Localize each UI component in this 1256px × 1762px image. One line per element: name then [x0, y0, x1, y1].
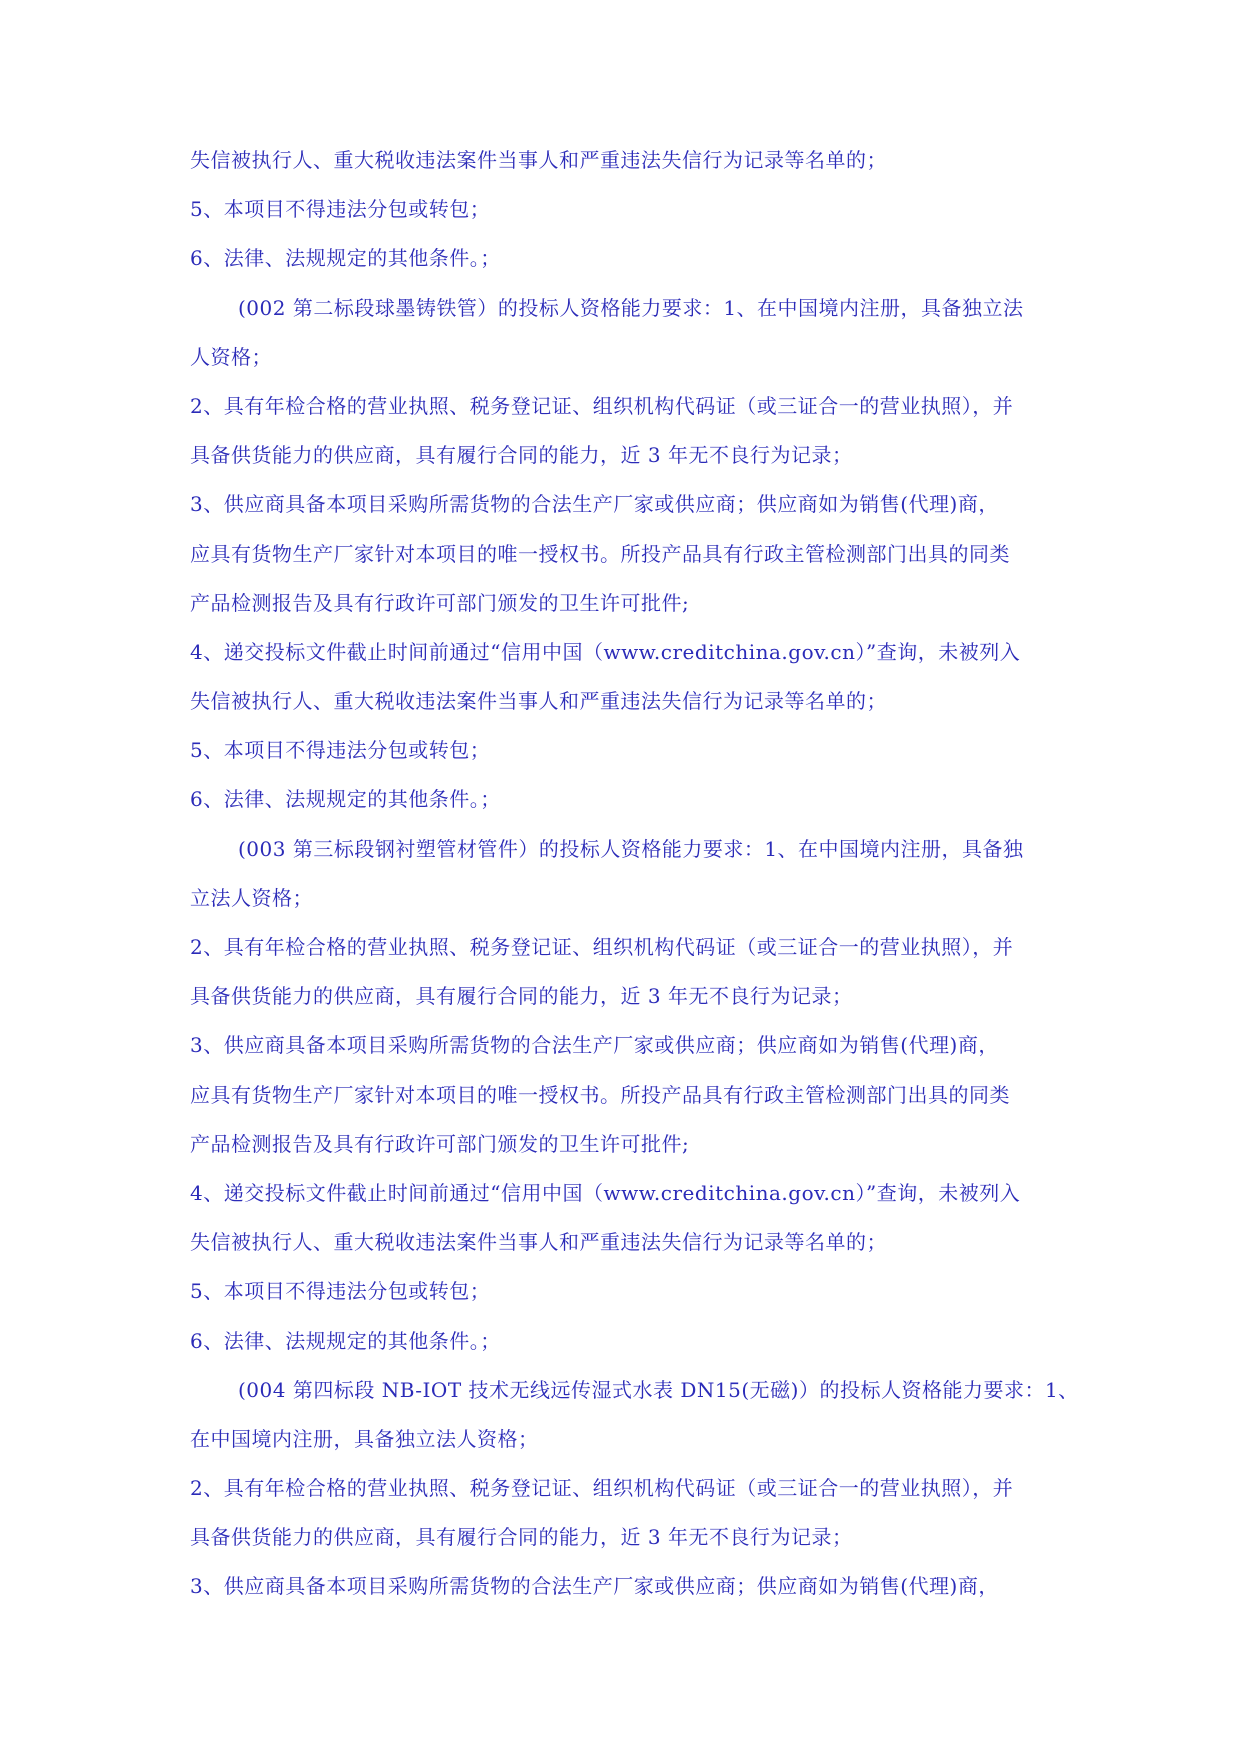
text-line: 4、递交投标文件截止时间前通过“信用中国（www.creditchina.gov.cn）”查询，未被列入: [190, 639, 1021, 664]
text-line: 3、供应商具备本项目采购所需货物的合法生产厂家或供应商；供应商如为销售(代理)商，: [190, 1574, 999, 1599]
text-line: 人资格；: [190, 344, 272, 369]
text-line: 具备供货能力的供应商，具有履行合同的能力，近 3 年无不良行为记录；: [190, 984, 853, 1009]
text-line: 2、具有年检合格的营业执照、税务登记证、组织机构代码证（或三证合一的营业执照），并: [190, 1476, 1014, 1501]
text-line: 6、法律、法规规定的其他条件。；: [190, 246, 501, 271]
document-body: [190, 146, 1080, 1622]
text-line: 5、本项目不得违法分包或转包；: [190, 738, 491, 763]
text-line: 3、供应商具备本项目采购所需货物的合法生产厂家或供应商；供应商如为销售(代理)商，: [190, 1033, 999, 1058]
text-line: 6、法律、法规规定的其他条件。；: [190, 1328, 501, 1353]
text-line: 失信被执行人、重大税收违法案件当事人和严重违法失信行为记录等名单的；: [190, 1230, 887, 1255]
text-line: 具备供货能力的供应商，具有履行合同的能力，近 3 年无不良行为记录；: [190, 1525, 853, 1550]
text-line: 产品检测报告及具有行政许可部门颁发的卫生许可批件;: [190, 1131, 690, 1156]
text-line: 产品检测报告及具有行政许可部门颁发的卫生许可批件;: [190, 590, 690, 615]
text-line: 6、法律、法规规定的其他条件。；: [190, 787, 501, 812]
text-line: 3、供应商具备本项目采购所需货物的合法生产厂家或供应商；供应商如为销售(代理)商，: [190, 492, 999, 517]
text-line: 2、具有年检合格的营业执照、税务登记证、组织机构代码证（或三证合一的营业执照），并: [190, 393, 1014, 418]
text-line: 应具有货物生产厂家针对本项目的唯一授权书。所投产品具有行政主管检测部门出具的同类: [190, 1082, 1010, 1107]
text-line: 2、具有年检合格的营业执照、税务登记证、组织机构代码证（或三证合一的营业执照），并: [190, 935, 1014, 959]
text-line: 5、本项目不得违法分包或转包；: [190, 1279, 491, 1304]
text-line: 失信被执行人、重大税收违法案件当事人和严重违法失信行为记录等名单的；: [190, 689, 887, 714]
section-heading-line: (002 第二标段球墨铸铁管）的投标人资格能力要求：1、在中国境内注册，具备独立法: [238, 295, 1024, 320]
text-line: 立法人资格；: [190, 885, 313, 910]
text-line: 在中国境内注册，具备独立法人资格；: [190, 1426, 539, 1451]
text-line: 具备供货能力的供应商，具有履行合同的能力，近 3 年无不良行为记录；: [190, 443, 853, 468]
section-heading-line: (003 第三标段钢衬塑管材管件）的投标人资格能力要求：1、在中国境内注册，具备独: [238, 836, 1024, 861]
text-line: 失信被执行人、重大税收违法案件当事人和严重违法失信行为记录等名单的；: [190, 148, 887, 172]
section-heading-line: (004 第四标段 NB-IOT 技术无线远传湿式水表 DN15(无磁)）的投标人资格能力要求：1、: [238, 1377, 1079, 1402]
text-line: 4、递交投标文件截止时间前通过“信用中国（www.creditchina.gov.cn）”查询，未被列入: [190, 1180, 1021, 1205]
text-line: 5、本项目不得违法分包或转包；: [190, 197, 491, 222]
text-line: 应具有货物生产厂家针对本项目的唯一授权书。所投产品具有行政主管检测部门出具的同类: [190, 541, 1010, 566]
